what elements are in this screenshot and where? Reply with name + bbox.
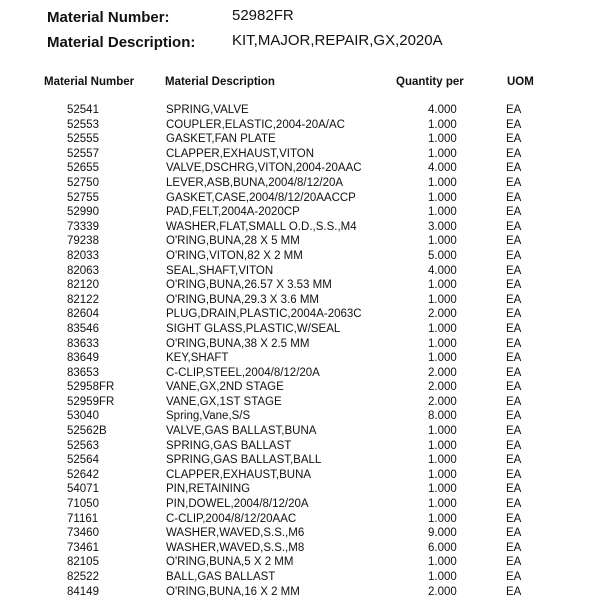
- table-row: [0, 468, 600, 483]
- row-material-number: 82105: [67, 556, 99, 569]
- row-quantity: 2.000: [428, 395, 457, 408]
- row-material-number: 82063: [67, 264, 99, 277]
- table-row: [0, 439, 600, 454]
- row-quantity: 1.000: [428, 176, 457, 189]
- row-material-number: 52557: [67, 147, 99, 160]
- table-row: [0, 380, 600, 395]
- row-uom: EA: [506, 366, 522, 379]
- row-quantity: 2.000: [428, 308, 457, 321]
- row-quantity: 1.000: [428, 118, 457, 131]
- material-description-value: KIT,MAJOR,REPAIR,GX,2020A: [232, 32, 443, 49]
- row-material-description: VANE,GX,2ND STAGE: [166, 381, 284, 394]
- row-uom: EA: [506, 264, 522, 277]
- row-quantity: 2.000: [428, 366, 457, 379]
- row-uom: EA: [506, 337, 522, 350]
- row-material-description: COUPLER,ELASTIC,2004-20A/AC: [166, 118, 345, 131]
- row-quantity: 1.000: [428, 556, 457, 569]
- table-row: [0, 585, 600, 600]
- table-row: [0, 293, 600, 308]
- row-quantity: 2.000: [428, 381, 457, 394]
- row-material-description: O'RING,VITON,82 X 2 MM: [166, 249, 303, 262]
- row-material-number: 83633: [67, 337, 99, 350]
- row-uom: EA: [506, 206, 522, 219]
- row-quantity: 1.000: [428, 293, 457, 306]
- column-header-material-number: Material Number: [44, 76, 135, 88]
- row-quantity: 4.000: [428, 162, 457, 175]
- row-quantity: 3.000: [428, 220, 457, 233]
- material-description-label: Material Description:: [47, 34, 196, 51]
- row-material-description: O'RING,BUNA,29.3 X 3.6 MM: [166, 293, 320, 306]
- row-material-number: 82522: [67, 571, 99, 583]
- table-row: [0, 176, 600, 191]
- row-material-number: 73339: [67, 220, 99, 233]
- row-material-number: 52958FR: [67, 381, 115, 394]
- row-uom: EA: [506, 322, 522, 335]
- row-material-number: 52655: [67, 162, 99, 175]
- material-number-label: Material Number:: [47, 9, 170, 26]
- table-row: [0, 220, 600, 235]
- row-uom: EA: [506, 527, 522, 540]
- table-row: [0, 118, 600, 133]
- row-uom: EA: [506, 176, 522, 189]
- row-quantity: 1.000: [428, 279, 457, 292]
- table-row: [0, 191, 600, 206]
- row-material-number: 52959FR: [67, 395, 115, 408]
- row-quantity: 9.000: [428, 527, 457, 540]
- row-uom: EA: [506, 308, 522, 321]
- row-quantity: 1.000: [428, 235, 457, 248]
- table-row: [0, 497, 600, 512]
- row-uom: EA: [506, 425, 522, 438]
- row-quantity: 1.000: [428, 468, 457, 481]
- row-quantity: 4.000: [428, 264, 457, 277]
- row-material-number: 52750: [67, 176, 99, 189]
- row-uom: EA: [506, 468, 522, 481]
- row-quantity: 1.000: [428, 454, 457, 467]
- row-material-description: PAD,FELT,2004A-2020CP: [166, 206, 300, 219]
- row-material-number: 52541: [67, 104, 99, 116]
- table-row: [0, 264, 600, 279]
- table-row: [0, 555, 600, 570]
- row-material-description: PLUG,DRAIN,PLASTIC,2004A-2063C: [166, 308, 362, 321]
- row-material-number: 52990: [67, 206, 99, 219]
- row-uom: EA: [506, 235, 522, 248]
- row-uom: EA: [506, 381, 522, 394]
- row-material-number: 71050: [67, 498, 99, 511]
- row-material-description: GASKET,CASE,2004/8/12/20AACCP: [166, 191, 356, 204]
- row-material-number: 83546: [67, 322, 99, 335]
- row-uom: EA: [506, 439, 522, 452]
- row-quantity: 1.000: [428, 512, 457, 525]
- row-material-number: 54071: [67, 483, 99, 496]
- row-uom: EA: [506, 498, 522, 511]
- row-uom: EA: [506, 191, 522, 204]
- row-material-description: SPRING,GAS BALLAST: [166, 439, 292, 452]
- row-material-description: WASHER,WAVED,S.S.,M8: [166, 541, 305, 554]
- row-quantity: 2.000: [428, 585, 457, 598]
- row-uom: EA: [506, 556, 522, 569]
- row-material-description: VALVE,GAS BALLAST,BUNA: [166, 425, 317, 438]
- row-material-description: KEY,SHAFT: [166, 352, 229, 365]
- row-material-description: WASHER,WAVED,S.S.,M6: [166, 527, 305, 540]
- row-material-number: 83653: [67, 366, 99, 379]
- column-header-uom: UOM: [507, 76, 534, 88]
- row-material-number: 52564: [67, 454, 99, 467]
- row-quantity: 1.000: [428, 147, 457, 160]
- row-material-description: PIN,DOWEL,2004/8/12/20A: [166, 498, 309, 511]
- row-material-description: GASKET,FAN PLATE: [166, 133, 276, 146]
- row-material-number: 84149: [67, 585, 99, 598]
- row-material-description: Spring,Vane,S/S: [166, 410, 251, 423]
- table-row: [0, 570, 600, 585]
- row-material-number: 52563: [67, 439, 99, 452]
- row-uom: EA: [506, 293, 522, 306]
- column-header-material-description: Material Description: [165, 76, 275, 88]
- row-material-number: 53040: [67, 410, 99, 423]
- row-uom: EA: [506, 483, 522, 496]
- row-material-number: 52553: [67, 118, 99, 131]
- row-uom: EA: [506, 585, 522, 598]
- row-material-number: 82122: [67, 293, 99, 306]
- table-row: [0, 453, 600, 468]
- row-uom: EA: [506, 104, 522, 116]
- table-row: [0, 322, 600, 337]
- parts-table-body: [0, 103, 600, 599]
- row-material-description: VANE,GX,1ST STAGE: [166, 395, 282, 408]
- row-material-number: 52755: [67, 191, 99, 204]
- row-material-description: SPRING,GAS BALLAST,BALL: [166, 454, 322, 467]
- row-quantity: 1.000: [428, 133, 457, 146]
- table-row: [0, 307, 600, 322]
- row-uom: EA: [506, 571, 522, 583]
- table-row: [0, 161, 600, 176]
- row-material-number: 71161: [67, 512, 99, 525]
- row-material-description: O'RING,BUNA,5 X 2 MM: [166, 556, 294, 569]
- row-material-number: 82033: [67, 249, 99, 262]
- table-row: [0, 424, 600, 439]
- row-uom: EA: [506, 352, 522, 365]
- row-material-description: LEVER,ASB,BUNA,2004/8/12/20A: [166, 176, 344, 189]
- row-material-description: CLAPPER,EXHAUST,BUNA: [166, 468, 312, 481]
- row-material-number: 83649: [67, 352, 99, 365]
- table-row: [0, 395, 600, 410]
- table-row: [0, 541, 600, 556]
- row-material-number: 73461: [67, 541, 99, 554]
- row-material-number: 82604: [67, 308, 99, 321]
- row-quantity: 6.000: [428, 541, 457, 554]
- row-uom: EA: [506, 133, 522, 146]
- row-material-description: CLAPPER,EXHAUST,VITON: [166, 147, 315, 160]
- row-uom: EA: [506, 279, 522, 292]
- row-uom: EA: [506, 454, 522, 467]
- row-quantity: 5.000: [428, 249, 457, 262]
- row-uom: EA: [506, 249, 522, 262]
- row-quantity: 4.000: [428, 104, 457, 116]
- row-material-description: C-CLIP,STEEL,2004/8/12/20A: [166, 366, 320, 379]
- row-material-description: PIN,RETAINING: [166, 483, 251, 496]
- row-quantity: 1.000: [428, 425, 457, 438]
- row-uom: EA: [506, 512, 522, 525]
- row-quantity: 1.000: [428, 571, 457, 583]
- row-quantity: 1.000: [428, 322, 457, 335]
- row-material-description: VALVE,DSCHRG,VITON,2004-20AAC: [166, 162, 362, 175]
- table-row: [0, 526, 600, 541]
- row-uom: EA: [506, 541, 522, 554]
- table-row: [0, 147, 600, 162]
- table-row: [0, 234, 600, 249]
- row-material-number: 52642: [67, 468, 99, 481]
- table-row: [0, 482, 600, 497]
- material-number-value: 52982FR: [232, 7, 294, 24]
- row-material-description: O'RING,BUNA,16 X 2 MM: [166, 585, 300, 598]
- row-quantity: 1.000: [428, 191, 457, 204]
- row-quantity: 1.000: [428, 206, 457, 219]
- row-uom: EA: [506, 147, 522, 160]
- table-row: [0, 132, 600, 147]
- table-row: [0, 278, 600, 293]
- row-material-number: 52562B: [67, 425, 107, 438]
- row-material-number: 52555: [67, 133, 99, 146]
- table-row: [0, 366, 600, 381]
- row-uom: EA: [506, 395, 522, 408]
- row-material-description: C-CLIP,2004/8/12/20AAC: [166, 512, 297, 525]
- row-quantity: 8.000: [428, 410, 457, 423]
- row-material-number: 79238: [67, 235, 99, 248]
- row-uom: EA: [506, 410, 522, 423]
- table-row: [0, 409, 600, 424]
- table-row: [0, 103, 600, 118]
- table-row: [0, 205, 600, 220]
- row-material-description: SEAL,SHAFT,VITON: [166, 264, 274, 277]
- row-material-description: SIGHT GLASS,PLASTIC,W/SEAL: [166, 322, 341, 335]
- table-row: [0, 512, 600, 527]
- row-material-description: O'RING,BUNA,26.57 X 3.53 MM: [166, 279, 332, 292]
- table-row: [0, 337, 600, 352]
- row-quantity: 1.000: [428, 439, 457, 452]
- row-material-description: SPRING,VALVE: [166, 104, 249, 116]
- row-quantity: 1.000: [428, 352, 457, 365]
- row-material-description: O'RING,BUNA,38 X 2.5 MM: [166, 337, 310, 350]
- row-uom: EA: [506, 162, 522, 175]
- row-material-description: BALL,GAS BALLAST: [166, 571, 276, 583]
- table-row: [0, 249, 600, 264]
- row-material-number: 73460: [67, 527, 99, 540]
- row-material-description: O'RING,BUNA,28 X 5 MM: [166, 235, 300, 248]
- row-uom: EA: [506, 220, 522, 233]
- table-row: [0, 351, 600, 366]
- column-header-quantity-per: Quantity per: [396, 76, 464, 88]
- row-quantity: 1.000: [428, 498, 457, 511]
- row-material-description: WASHER,FLAT,SMALL O.D.,S.S.,M4: [166, 220, 357, 233]
- row-uom: EA: [506, 118, 522, 131]
- row-material-number: 82120: [67, 279, 99, 292]
- row-quantity: 1.000: [428, 337, 457, 350]
- row-quantity: 1.000: [428, 483, 457, 496]
